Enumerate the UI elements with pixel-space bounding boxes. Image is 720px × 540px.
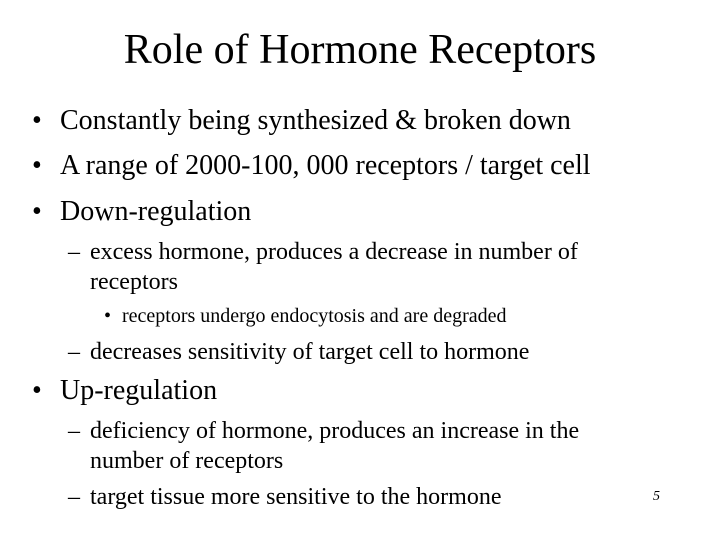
slide-number: 5 (653, 489, 660, 504)
bullet-marker: • (32, 150, 42, 181)
bullet-marker: • (32, 196, 42, 227)
up-regulation-item-1-line-1: deficiency of hormone, produces an increase in the (90, 418, 580, 444)
dash-marker: – (68, 418, 80, 444)
bullet-marker: • (32, 105, 42, 136)
down-regulation-item-1-line-2: receptors (90, 269, 178, 295)
down-regulation-item-1-line-1: excess hormone, produces a decrease in number of (90, 239, 578, 265)
down-regulation-item-2: decreases sensitivity of target cell to hormone (90, 339, 530, 365)
slide-title: Role of Hormone Receptors (123, 27, 597, 73)
dash-marker: – (68, 484, 80, 510)
bullet-marker: • (32, 375, 42, 406)
dash-marker: – (68, 239, 80, 265)
bullet-up-regulation: Up-regulation (60, 375, 218, 406)
bullet-marker: • (104, 305, 112, 327)
bullet-receptor-range: A range of 2000-100, 000 receptors / target cell (60, 150, 591, 181)
up-regulation-item-2: target tissue more sensitive to the hormone (90, 484, 502, 510)
bullet-down-regulation: Down-regulation (60, 196, 252, 227)
bullet-synthesized: Constantly being synthesized & broken down (60, 105, 571, 136)
down-regulation-detail: receptors undergo endocytosis and are degraded (122, 305, 507, 327)
dash-marker: – (68, 339, 80, 365)
up-regulation-item-1-line-2: number of receptors (90, 448, 284, 474)
